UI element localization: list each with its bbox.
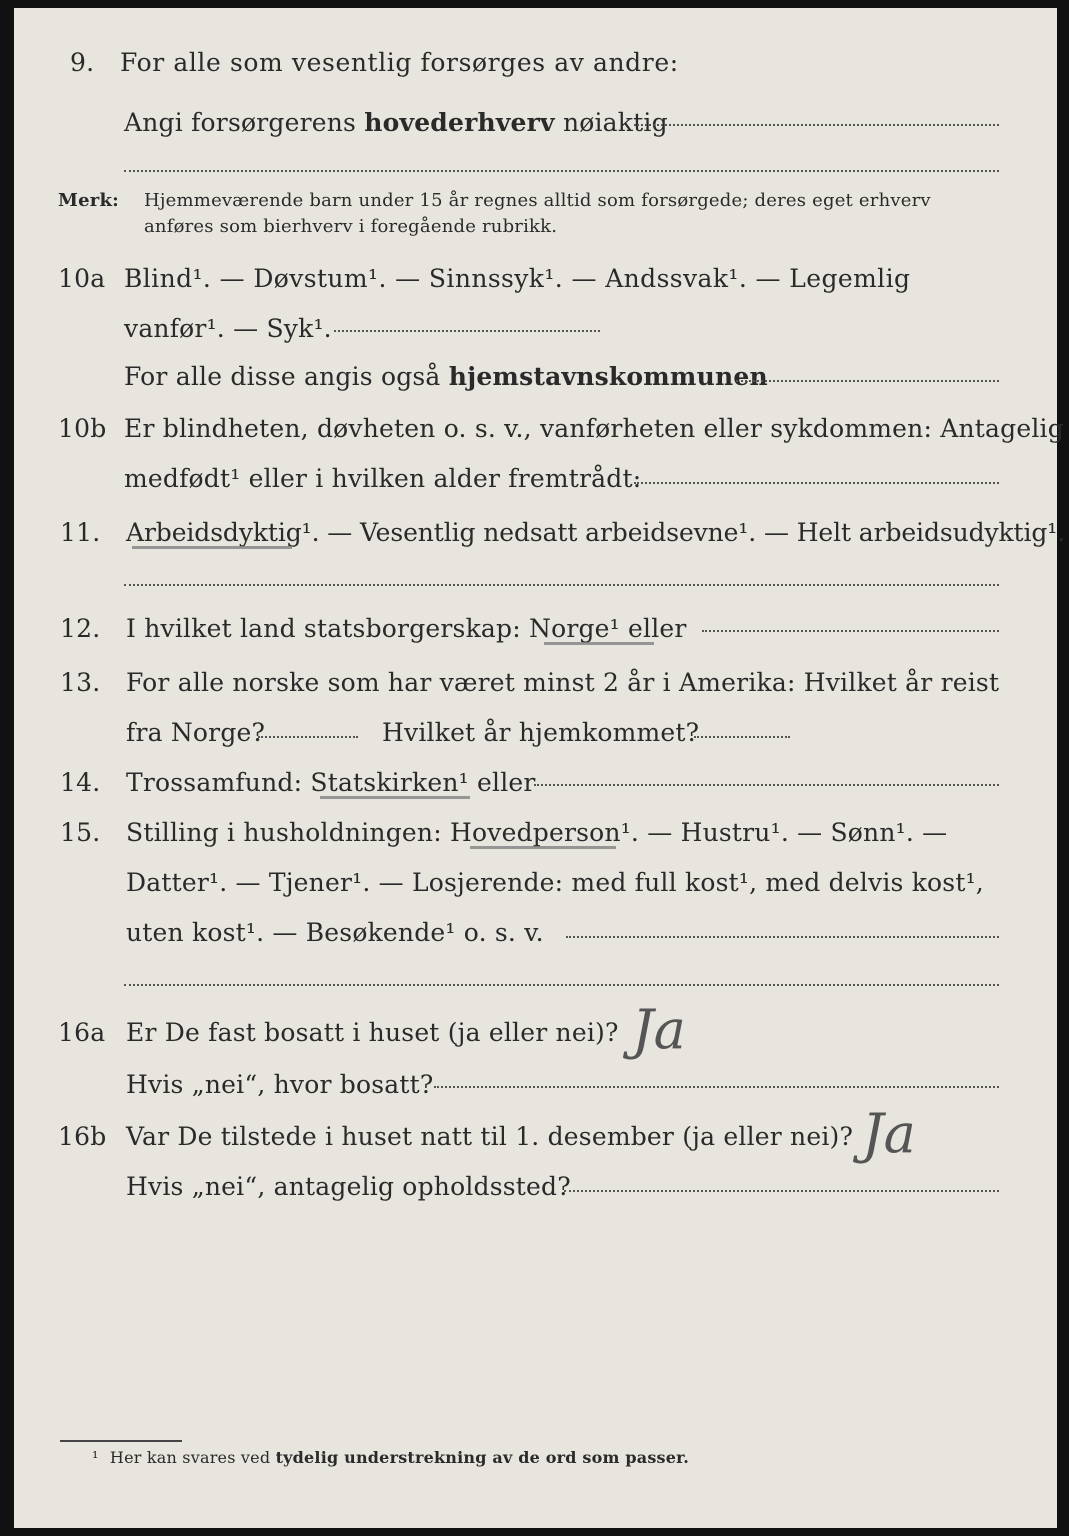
q10a-number: 10a	[58, 264, 106, 293]
q10a-line1: Blind¹. — Døvstum¹. — Sinnssyk¹. — Andssvak¹. — Legemlig	[124, 264, 911, 293]
q15-number: 15.	[60, 818, 101, 847]
q16b-handwritten-answer: Ja	[862, 1102, 916, 1165]
q9-number: 9.	[70, 48, 95, 77]
q10b-line1: Er blindheten, døvheten o. s. v., vanførheten eller sykdommen: Antagelig	[124, 414, 1064, 443]
footnote-text-a: Her kan svares ved	[109, 1448, 271, 1467]
q16b-line1: Var De tilstede i huset natt til 1. desember (ja eller nei)?	[126, 1122, 854, 1151]
q13-line2a: fra Norge?	[126, 718, 266, 747]
q12-number: 12.	[60, 614, 101, 643]
q13-line1: For alle norske som har været minst 2 år i Amerika: Hvilket år reist	[126, 668, 1000, 697]
q10b-number: 10b	[58, 414, 107, 443]
q10a-line3	[124, 362, 768, 391]
q10a-line3-a: For alle disse angis også	[124, 362, 441, 391]
q10b-line2: medfødt¹ eller i hvilken alder fremtrådt:	[124, 464, 642, 493]
q9-line2-c: nøiaktig	[562, 108, 668, 137]
q10a-line3-b: hjemstavnskommunen	[448, 362, 768, 391]
q15-answer-line-2[interactable]	[124, 984, 999, 986]
q12-line1: I hvilket land statsborgerskap: Norge¹ eller	[126, 614, 687, 643]
q13-line2b: Hvilket år hjemkommet?	[382, 718, 700, 747]
q15-line3: uten kost¹. — Besøkende¹ o. s. v.	[126, 918, 544, 947]
q16a-answer-line[interactable]	[434, 1086, 999, 1088]
q12-answer-line[interactable]	[702, 630, 999, 632]
footnote-text-b: tydelig understrekning av de ord som passer.	[275, 1448, 690, 1467]
q9-line2	[124, 108, 668, 137]
q15-answer-line[interactable]	[566, 936, 999, 938]
q10a-hjemstavn-line[interactable]	[736, 380, 999, 382]
q16a-number: 16a	[58, 1018, 106, 1047]
footnote-mark: ¹	[92, 1448, 99, 1467]
footnote	[92, 1448, 689, 1467]
merk-line1: Hjemmeværende barn under 15 år regnes alltid som forsørgede; deres eget erhverv	[144, 190, 931, 211]
q11-line1: Arbeidsdyktig¹. — Vesentlig nedsatt arbeidsevne¹. — Helt arbeidsudyktig¹.	[126, 518, 1066, 547]
q12-norge-underline	[544, 642, 654, 645]
q9-answer-line-2[interactable]	[124, 170, 999, 172]
q16b-answer-line[interactable]	[564, 1190, 999, 1192]
q9-line2-bold: hovederhverv	[364, 108, 555, 137]
q15-line1: Stilling i husholdningen: Hovedperson¹. — Hustru¹. — Sønn¹. —	[126, 818, 948, 847]
q16a-handwritten-answer: Ja	[632, 998, 686, 1061]
q14-statskirken-underline	[320, 796, 470, 799]
q11-answer-line[interactable]	[124, 584, 999, 586]
q15-line2: Datter¹. — Tjener¹. — Losjerende: med full kost¹, med delvis kost¹,	[126, 868, 984, 897]
q16b-line2: Hvis „nei“, antagelig opholdssted?	[126, 1172, 571, 1201]
q13-number: 13.	[60, 668, 101, 697]
q9-answer-line[interactable]	[634, 124, 999, 126]
q11-arbeidsdyktig-underline	[132, 546, 292, 549]
q16a-line2: Hvis „nei“, hvor bosatt?	[126, 1070, 434, 1099]
q15-hovedperson-underline	[470, 846, 616, 849]
q9-line2-a: Angi forsørgerens	[124, 108, 357, 137]
q9-line1: For alle som vesentlig forsørges av andre:	[120, 48, 679, 77]
footnote-divider	[60, 1440, 182, 1442]
q14-number: 14.	[60, 768, 101, 797]
q10a-line2: vanfør¹. — Syk¹.	[124, 314, 332, 343]
q13-hjemkommet-line[interactable]	[694, 736, 790, 738]
q10a-syk-line[interactable]	[334, 330, 600, 332]
q10b-answer-line[interactable]	[634, 482, 999, 484]
census-form-page	[14, 8, 1066, 1528]
q13-reist-line[interactable]	[258, 736, 358, 738]
merk-line2: anføres som bierhverv i foregående rubrikk.	[144, 216, 558, 237]
q16b-number: 16b	[58, 1122, 107, 1151]
q11-number: 11.	[60, 518, 101, 547]
q14-line1: Trossamfund: Statskirken¹ eller	[126, 768, 536, 797]
merk-label: Merk:	[58, 190, 119, 211]
q16a-line1: Er De fast bosatt i huset (ja eller nei)?	[126, 1018, 619, 1047]
q14-answer-line[interactable]	[534, 784, 999, 786]
